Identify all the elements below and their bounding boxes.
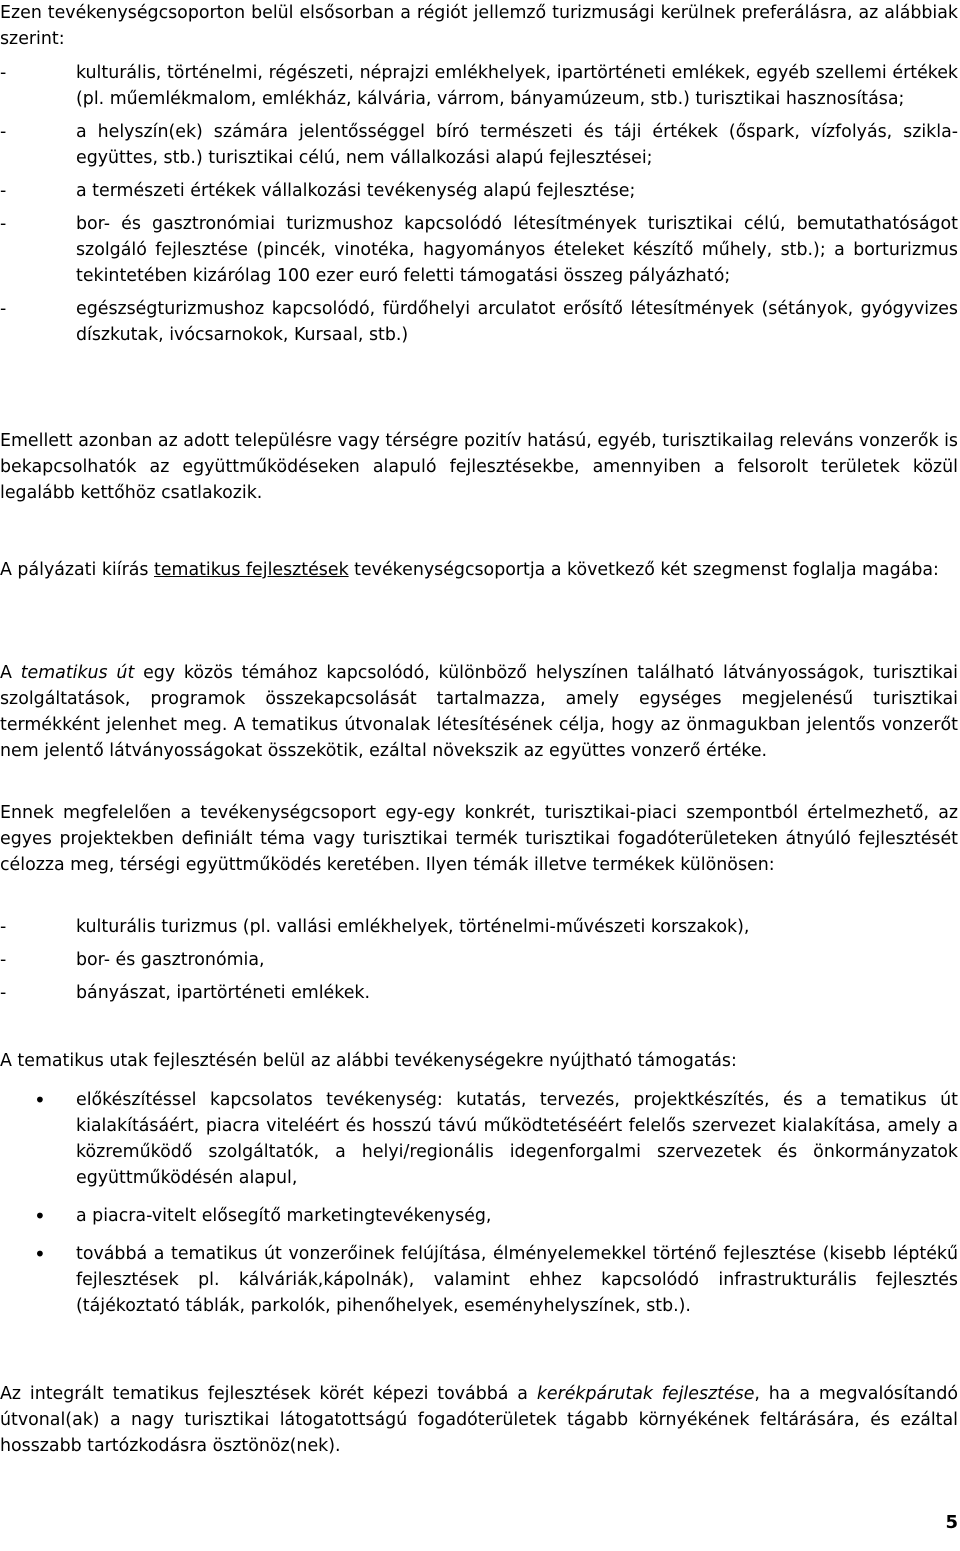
- list-item-text: előkészítéssel kapcsolatos tevékenység: kutatás, tervezés, projektkészítés, és a tematikus út kialakításáért, piacra viteléért és hosszú távú működtetéséért felelős szervezet kialakítása, amely a közreműködő szolgáltatók, a helyi/regionális idegenforgalmi szervezetek és önkormányzatok együttműködésén alapul,: [76, 1090, 958, 1188]
- dash-marker: -: [0, 917, 7, 937]
- list-item: [0, 1203, 958, 1229]
- text-run: A: [0, 663, 21, 683]
- paragraph-additional-attractions: Emellett azonban az adott településre vagy térségre pozitív hatású, egyéb, turisztikailag releváns vonzerők is bekapcsolhatók az együttműködéseken alapuló fejlesztésekbe, amennyiben a felsorolt területek közül legalább kettőhöz csatlakozik.: [0, 431, 958, 503]
- intro-paragraph: Ezen tevékenységcsoporton belül elsősorban a régiót jellemző turizmusági kerülnek preferálásra, az alábbiak szerint:: [0, 3, 958, 49]
- list-item-text: továbbá a tematikus út vonzerőinek felújítása, élményelemekkel történő fejlesztése (kisebb léptékű fejlesztések pl. kálváriák,kápolnák), valamint ehhez kapcsolódó infrastrukturális fejlesztés (tájékoztató táblák, parkolók, pihenőhelyek, eseményhelyszínek, stb.).: [76, 1244, 958, 1316]
- bullet-marker: •: [34, 1242, 46, 1266]
- dash-marker: -: [0, 950, 7, 970]
- underlined-term: tematikus fejlesztések: [154, 560, 349, 580]
- list-item-text: kulturális, történelmi, régészeti, néprajzi emlékhelyek, ipartörténeti emlékek, egyéb szellemi értékek (pl. műemlékmalom, emlékház, kálvária, várrom, bányamúzeum, stb.) turisztikai hasznosítása;: [76, 63, 958, 109]
- list-item: [0, 914, 958, 940]
- dash-marker: -: [0, 983, 7, 1003]
- list-item-text: bor- és gasztronómiai turizmushoz kapcsolódó létesítmények turisztikai célú, bemutathatóságot szolgáló fejlesztése (pincék, vinotéka, hagyományos ételeket készítő műhely, stb.); a borturizmus tekintetében kizárólag 100 ezer euró feletti támogatási összeg pályázható;: [76, 214, 958, 286]
- paragraph-themes: Ennek megfelelően a tevékenységcsoport egy-egy konkrét, turisztikai-piaci szempontból értelmezhető, az egyes projektekben definiált téma vagy turisztikai termék turisztikai fogadóterületeken átnyúló fejlesztését célozza meg, térségi együttműködés keretében. Ilyen témák illetve termékek különösen:: [0, 803, 958, 875]
- list-item-text: bor- és gasztronómia,: [76, 950, 265, 970]
- paragraph-thematic-route: [0, 660, 958, 764]
- dash-marker: -: [0, 299, 7, 319]
- bullet-marker: •: [34, 1204, 46, 1228]
- text-run: A pályázati kiírás: [0, 560, 154, 580]
- heritage-dash-list: [0, 60, 958, 348]
- italic-term: tematikus út: [20, 663, 135, 683]
- text-run: tevékenységcsoportja a következő két szegmenst foglalja magába:: [348, 560, 939, 580]
- list-item-text: a helyszín(ek) számára jelentősséggel bíró természeti és táji értékek (őspark, vízfolyás, szikla-együttes, stb.) turisztikai célú, nem vállalkozási alapú fejlesztései;: [76, 122, 958, 168]
- page-number: 5: [945, 1512, 958, 1533]
- italic-term: kerékpárutak fejlesztése: [536, 1384, 755, 1404]
- list-item-text: a természeti értékek vállalkozási tevékenység alapú fejlesztése;: [76, 181, 636, 201]
- list-item: [0, 1087, 958, 1191]
- list-item: [0, 1241, 958, 1319]
- list-item: [0, 980, 958, 1006]
- list-item: [0, 60, 958, 112]
- list-item-text: egészségturizmushoz kapcsolódó, fürdőhelyi arculatot erősítő létesítmények (sétányok, gyógyvizes díszkutak, ivócsarnokok, Kursaal, stb.): [76, 299, 958, 345]
- support-bullet-list: [0, 1087, 958, 1319]
- dash-marker: -: [0, 63, 7, 83]
- dash-marker: -: [0, 214, 7, 234]
- list-item-text: kulturális turizmus (pl. vallási emlékhelyek, történelmi-művészeti korszakok),: [76, 917, 750, 937]
- text-run: , ha a megvalósítandó útvonal(ak) a nagy turisztikai látogatottságú fogadóterületek tágabb környékének feltárására, és ezáltal hosszabb tartózkodásra ösztönöz(nek).: [0, 1384, 958, 1456]
- themes-dash-list: [0, 914, 958, 1006]
- text-run: egy közös témához kapcsolódó, különböző helyszínen található látványosságok, turisztikai szolgáltatások, programok összekapcsolását tartalmazza, amely egységes megjelenésű turisztikai termékként jelenhet meg. A tematikus útvonalak létesítésének célja, hogy az önmagukban jelentős vonzerőt nem jelentő látványosságokat összekötik, ezáltal növekszik az együttes vonzerő értéke.: [0, 663, 958, 761]
- dash-marker: -: [0, 122, 7, 142]
- list-item: [0, 296, 958, 348]
- list-item: [0, 211, 958, 289]
- list-item: [0, 947, 958, 973]
- dash-marker: -: [0, 181, 7, 201]
- bullet-marker: •: [34, 1088, 46, 1112]
- list-item: [0, 178, 958, 204]
- list-item-text: bányászat, ipartörténeti emlékek.: [76, 983, 371, 1003]
- paragraph-cycle-routes: [0, 1381, 958, 1459]
- paragraph-segments: [0, 557, 958, 583]
- list-item-text: a piacra-vitelt elősegítő marketingtevékenység,: [76, 1206, 492, 1226]
- paragraph-support-intro: A tematikus utak fejlesztésén belül az alábbi tevékenységekre nyújtható támogatás:: [0, 1051, 737, 1071]
- list-item: [0, 119, 958, 171]
- text-run: Az integrált tematikus fejlesztések körét képezi továbbá a: [0, 1384, 537, 1404]
